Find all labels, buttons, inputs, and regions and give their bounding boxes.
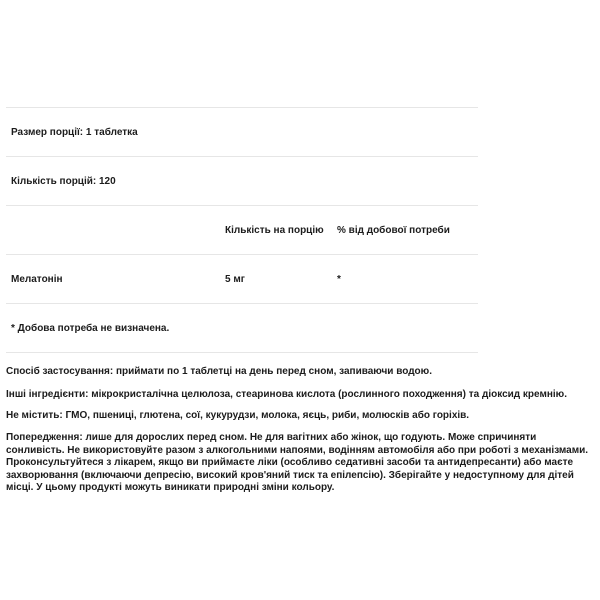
other-ingredients: Інші інгредієнти: мікрокристалічна целюлоза, стеаринова кислота (рослинного походження) та діоксид кремнію. xyxy=(6,389,568,400)
supplement-facts-table xyxy=(6,107,478,353)
table-header-row xyxy=(6,205,478,254)
footnote-text: * Добова потреба не визначена. xyxy=(11,323,170,334)
per-serving-header: Кількість на порцію xyxy=(225,225,324,236)
ingredient-name: Мелатонін xyxy=(11,274,63,285)
servings-count-row xyxy=(6,156,478,205)
table-row xyxy=(6,254,478,303)
ingredient-amount: 5 мг xyxy=(225,274,245,285)
serving-size-row xyxy=(6,107,478,156)
warnings-text: Попередження: лише для дорослих перед сном. Не для вагітних або жінок, що годують. Може спричиняти сонливість. Не використовуйте разом з алкогольними напоями, водінням автомобіля або при роботі з механізмами. Проконсультуйтеся з лікарем, якщо ви приймаєте ліки (особливо седативні засоби та антидепресанти) або маєте захворювання (включаючи депресію, високий кров'яний тиск та епілепсію). Зберігайте у недоступному для дітей місці. У цьому продукті можуть виникати природні зміни кольору. xyxy=(6,432,589,493)
usage-instructions: Спосіб застосування: приймати по 1 таблетці на день перед сном, запиваючи водою. xyxy=(6,366,432,377)
daily-value-header: % від добової потреби xyxy=(337,225,450,236)
free-from-list: Не містить: ГМО, пшениці, глютена, сої, кукурудзи, молока, яєць, риби, молюсків або горіхів. xyxy=(6,410,470,421)
servings-count-text: Кількість порцій: 120 xyxy=(11,176,116,187)
ingredient-daily-value: * xyxy=(337,274,341,285)
serving-size-text: Размер порції: 1 таблетка xyxy=(11,127,138,138)
footnote-row xyxy=(6,303,478,353)
